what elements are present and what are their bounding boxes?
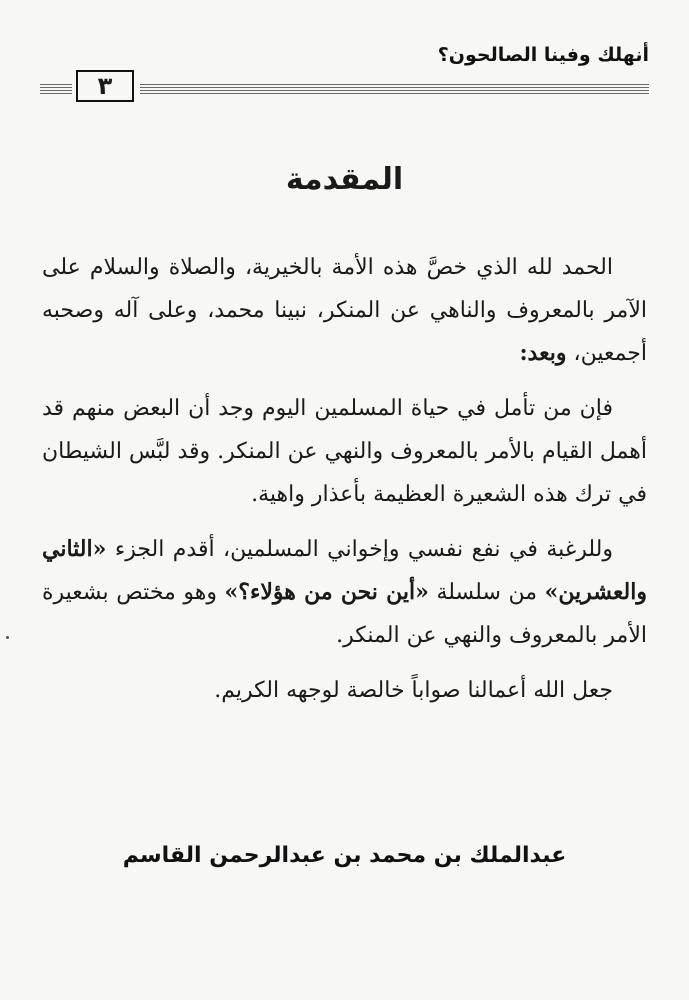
section-heading: المقدمة <box>285 162 404 197</box>
paragraph-opening <box>42 246 647 375</box>
paragraph-purpose-mid: من سلسلة <box>436 580 537 605</box>
paragraph-prayer <box>42 669 647 712</box>
running-header-title: أنهلك وفينا الصالحون؟ <box>437 44 649 66</box>
author-signature: عبدالملك بن محمد بن عبدالرحمن القاسم <box>122 843 567 868</box>
paragraph-purpose-series-name: «أين نحن من هؤلاء؟» <box>224 579 429 605</box>
header-rule-right <box>140 82 649 94</box>
paragraph-opening-bold: وبعد: <box>519 340 567 366</box>
header-rule-left <box>40 82 72 94</box>
page-number: ٣ <box>76 70 134 102</box>
paragraph-purpose <box>42 528 647 657</box>
paragraph-observation <box>42 387 647 516</box>
paragraph-observation-text: فإن من تأمل في حياة المسلمين اليوم وجد أن البعض منهم قد أهمل القيام بالأمر بالمعروف والنهي عن المنكر. وقد لبَّس الشيطان في ترك هذه الشعيرة العظيمة بأعذار واهية. <box>42 396 647 507</box>
margin-speck <box>6 636 9 639</box>
paragraph-purpose-end: وهو مختص بشعيرة الأمر بالمعروف والنهي عن المنكر. <box>42 580 647 648</box>
paragraph-purpose-start: وللرغبة في نفع نفسي وإخواني المسلمين، أقدم الجزء <box>114 537 613 562</box>
paragraph-opening-text: الحمد لله الذي خصَّ هذه الأمة بالخيرية، والصلاة والسلام على الآمر بالمعروف والناهي عن المنكر، نبينا محمد، وعلى آله وصحبه أجمعين، <box>42 255 647 366</box>
body-text <box>42 246 647 724</box>
paragraph-purpose-part-name: «الثاني والعشرين» <box>42 536 647 605</box>
paragraph-prayer-text: جعل الله أعمالنا صواباً خالصة لوجهه الكريم. <box>214 678 613 703</box>
